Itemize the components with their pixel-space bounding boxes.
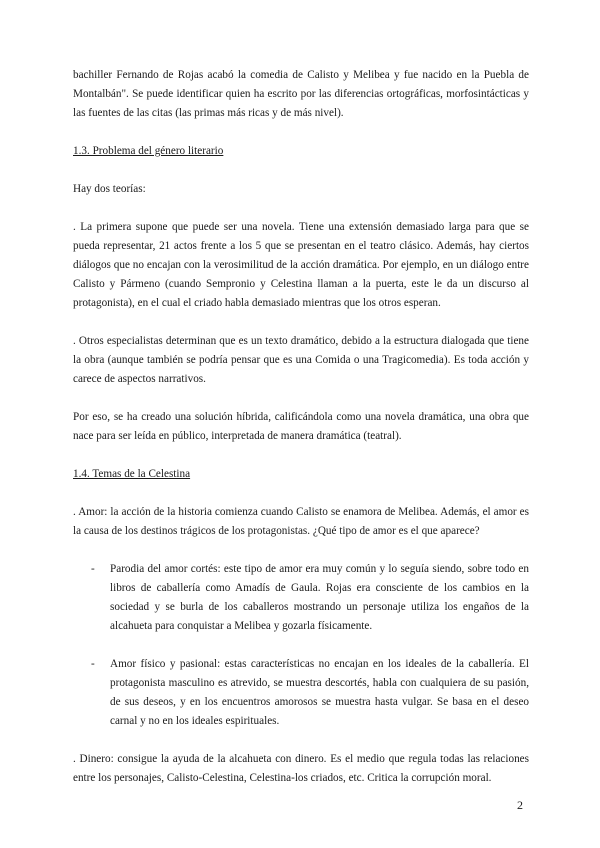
bullet-dash: - xyxy=(91,563,95,575)
document-page xyxy=(73,66,529,788)
theory-drama-paragraph: . Otros especialistas determinan que es un texto dramático, debido a la estructura dialogada que tiene la obra (aunque también se podría pensar que es una Comida o una Tragicomedia). Es toda acción y carece de aspectos narrativos. xyxy=(73,335,529,385)
section-heading-themes: 1.4. Temas de la Celestina xyxy=(73,468,191,480)
theme-love-paragraph: . Amor: la acción de la historia comienza cuando Calisto se enamora de Melibea. Además, el amor es la causa de los destinos trágicos de los protagonistas. ¿Qué tipo de amor es el que aparece? xyxy=(73,506,529,537)
hybrid-conclusion-paragraph: Por eso, se ha creado una solución híbrida, calificándola como una novela dramática, una obra que nace para ser leída en público, interpretada de manera dramática (teatral). xyxy=(73,411,529,442)
page-number: 2 xyxy=(517,798,523,812)
theme-money-paragraph: . Dinero: consigue la ayuda de la alcahueta con dinero. Es el medio que regula todas las relaciones entre los personajes, Calisto-Celestina, Celestina-los criados, etc. Critica la corrupción moral. xyxy=(73,753,529,784)
love-types-list xyxy=(73,560,529,731)
intro-paragraph: bachiller Fernando de Rojas acabó la comedia de Calisto y Melibea y fue nacido en la Puebla de Montalbán". Se puede identificar quien ha escrito por las diferencias ortográficas, morfosintácticas y las fuentes de las citas (las primas más ricas y de más nivel). xyxy=(73,69,529,119)
section-heading-genre: 1.3. Problema del género literario xyxy=(73,145,224,157)
theories-intro: Hay dos teorías: xyxy=(73,183,146,195)
list-item xyxy=(73,560,529,636)
list-item xyxy=(73,655,529,731)
list-item-text: Amor físico y pasional: estas características no encajan en los ideales de la caballería. El protagonista masculino es atrevido, se muestra descortés, habla con cualquiera de su pasión, de sus deseos, y en los encuentros amorosos se muestra hasta vulgar. Se basa en el deseo carnal y no en los ideales espirituales. xyxy=(110,658,529,727)
theory-novel-paragraph: . La primera supone que puede ser una novela. Tiene una extensión demasiado larga para que se pueda representar, 21 actos frente a los 5 que se presentan en el teatro clásico. Además, hay ciertos diálogos que no encajan con la verosimilitud de la acción dramática. Por ejemplo, en un diálogo entre Calisto y Pármeno (cuando Sempronio y Celestina llaman a la puerta, este le da un discurso al protagonista), en el cual el criado habla demasiado mientras que los otros esperan. xyxy=(73,221,529,309)
bullet-dash: - xyxy=(91,658,95,670)
list-item-text: Parodia del amor cortés: este tipo de amor era muy común y lo seguía siendo, sobre todo en libros de caballería como Amadís de Gaula. Rojas era consciente de los cambios en la sociedad y se burla de los caballeros mostrando un personaje utiliza los engaños de la alcahueta para conquistar a Melibea y gozarla físicamente. xyxy=(110,563,529,632)
